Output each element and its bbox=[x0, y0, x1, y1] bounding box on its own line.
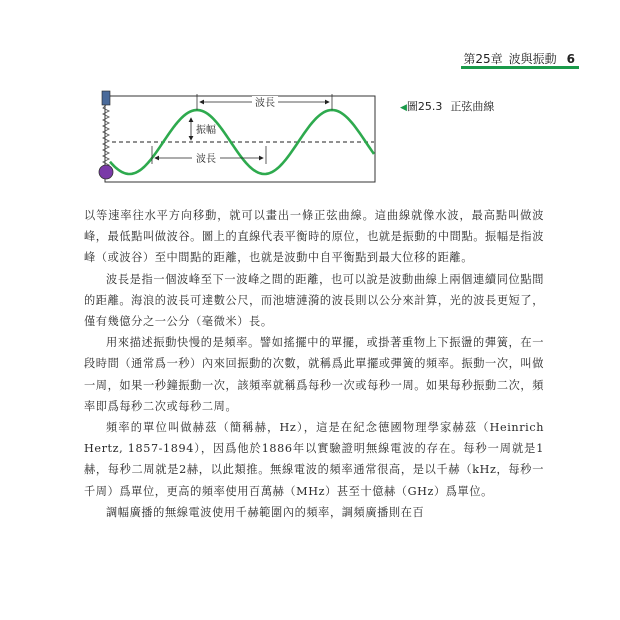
paragraph: 用來描述振動快慢的是頻率。譬如搖擺中的單擺，或掛著重物上下振盪的彈簧，在一段時間（通常爲一秒）內來回振動的次數，就稱爲此單擺或彈簧的頻率。振動一次，叫做一周，如果一秒鐘振動一次，該頻率就稱爲每秒一次或每秒一周。如果每秒振動二次，頻率即爲每秒二次或每秒二周。 bbox=[84, 336, 544, 413]
paragraph: 波長是指一個波峰至下一波峰之間的距離，也可以說是波動曲線上兩個連續同位點間的距離。海浪的波長可達數公尺，而池塘漣漪的波長則以公分來計算，光的波長更短了，僅有幾億分之一公分（毫微米）長。 bbox=[84, 272, 544, 329]
caption-marker-icon: ◀ bbox=[400, 103, 407, 113]
figure-frame bbox=[105, 96, 375, 182]
sine-wave-figure bbox=[92, 88, 392, 188]
wavelength-label-mid: 波長 bbox=[196, 154, 216, 165]
running-head bbox=[457, 50, 575, 67]
caption-text: 正弦曲線 bbox=[450, 100, 495, 113]
chapter-label: 第25章 bbox=[463, 52, 503, 66]
paragraph: 頻率的單位叫做赫茲（簡稱赫，Hz），這是在紀念德國物理學家赫茲（Heinrich Hertz, 1857-1894），因爲他於1886年以實驗證明無線電波的存在。每秒一周就是1赫，每秒二周就是2赫，以此類推。無線電波的頻率通常很高，是以千赫（kHz，每秒一千周）爲單位，更高的頻率使用百萬赫（MHz）甚至十億赫（GHz）爲單位。 bbox=[84, 421, 544, 498]
amplitude-label: 振幅 bbox=[196, 125, 216, 136]
chapter-title: 波與振動 bbox=[508, 52, 557, 66]
wavelength-label-top: 波長 bbox=[255, 98, 275, 109]
spring-icon bbox=[99, 91, 113, 179]
body-text bbox=[84, 205, 544, 523]
paragraph: 調幅廣播的無線電波使用千赫範圍內的頻率，調頻廣播則在百 bbox=[106, 505, 425, 519]
figure-caption bbox=[400, 98, 494, 114]
header-accent-rule bbox=[461, 66, 579, 69]
page-header bbox=[0, 0, 620, 70]
page-number: 6 bbox=[566, 52, 575, 66]
paragraph: 以等速率往水平方向移動，就可以畫出一條正弦曲線。這曲線就像水波，最高點叫做波峰，最低點叫做波谷。圖上的直線代表平衡時的原位，也就是振動的中間點。振幅是指波峰（或波谷）至中間點的距離，也就是波動中自平衡點到最大位移的距離。 bbox=[84, 209, 544, 265]
caption-number: 圖25.3 bbox=[406, 100, 443, 113]
